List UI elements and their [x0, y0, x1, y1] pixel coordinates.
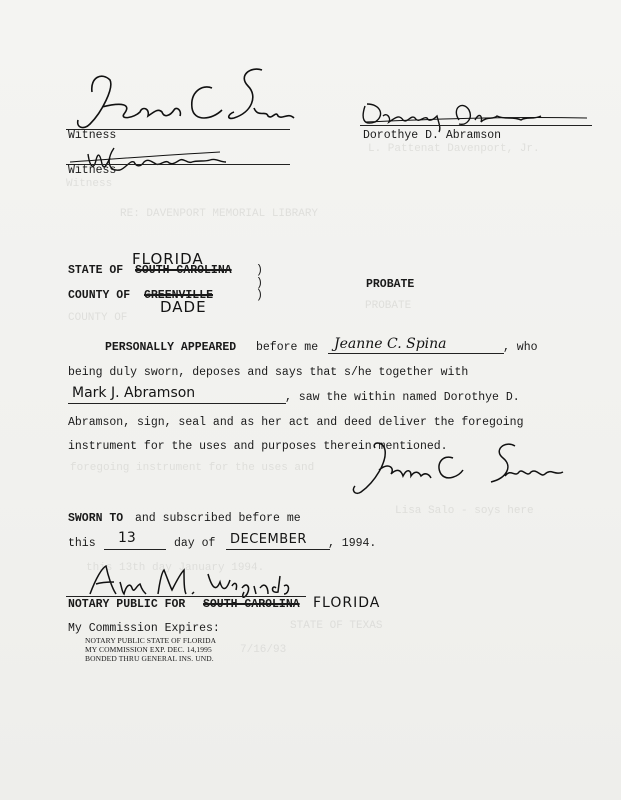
body-line-5: instrument for the uses and purposes therein mentioned.: [68, 440, 448, 453]
body-line-4: Abramson, sign, seal and as her act and deed deliver the foregoing: [68, 416, 524, 429]
notary-struck: SOUTH CAROLINA: [203, 598, 300, 611]
notary-label: NOTARY PUBLIC FOR: [68, 598, 186, 611]
bleed-through: L. Pattenat Davenport, Jr. Witness RE: DAVENPORT MEMORIAL LIBRARY COUNTY OF PROBATE foregoing instrument for the uses and this 13th day January 1994. STATE OF TEXAS 7/16/93 Lisa Salo - soys here: [66, 143, 540, 656]
commission-label: My Commission Expires:: [68, 622, 220, 635]
sworn-rest: and subscribed before me: [135, 512, 301, 525]
body-line-2: being duly sworn, deposes and says that s/he together with: [68, 366, 469, 379]
state-handwritten: FLORIDA: [132, 250, 204, 268]
notary-handwritten: FLORIDA: [313, 595, 381, 611]
notary-stamp: [85, 636, 216, 663]
paren-1: ): [256, 264, 263, 277]
body-line-3: , saw the within named Dorothye D.: [285, 391, 520, 404]
signer-line: [360, 125, 592, 126]
paren-3: ): [256, 289, 263, 302]
day-line: [104, 549, 166, 550]
appeared-rest: before me: [256, 341, 319, 354]
sworn-bold: SWORN TO: [68, 512, 124, 525]
state-struck: SOUTH CAROLINA: [135, 264, 232, 277]
paren-2: ): [256, 277, 263, 290]
stamp-line-2: MY COMMISSION EXP. DEC. 14,1995: [85, 645, 212, 654]
witness-label-1: Witness: [68, 129, 117, 142]
stamp-line-3: BONDED THRU GENERAL INS. UND.: [85, 654, 214, 663]
county-struck: GREENVILLE: [144, 289, 214, 302]
witness-label-2: Witness: [68, 164, 117, 177]
this-text: this: [68, 537, 96, 550]
signer-name: Dorothye D. Abramson: [363, 129, 502, 142]
witness-name-handwritten: Mark J. Abramson: [72, 385, 196, 401]
witness-signature-1: [62, 62, 302, 137]
county-label: COUNTY OF: [68, 289, 131, 302]
day-handwritten: 13: [118, 530, 136, 546]
witness-name-line: [68, 403, 286, 404]
appeared-bold: PERSONALLY APPEARED: [105, 341, 237, 354]
notary-name-line: [328, 353, 504, 354]
state-label: STATE OF: [68, 264, 124, 277]
month-line: [226, 549, 330, 550]
notary-line: [66, 596, 306, 597]
notary-name-handwritten: Jeanne C. Spina: [334, 336, 447, 352]
month-handwritten: DECEMBER: [230, 532, 307, 547]
stamp-line-1: NOTARY PUBLIC STATE OF FLORIDA: [85, 636, 217, 645]
who-text: , who: [503, 341, 538, 354]
year-text: , 1994.: [328, 537, 377, 550]
county-handwritten: DADE: [160, 298, 207, 316]
day-of-text: day of: [174, 537, 216, 550]
notary-signature-body: [345, 438, 570, 500]
probate-heading: PROBATE: [366, 278, 415, 291]
